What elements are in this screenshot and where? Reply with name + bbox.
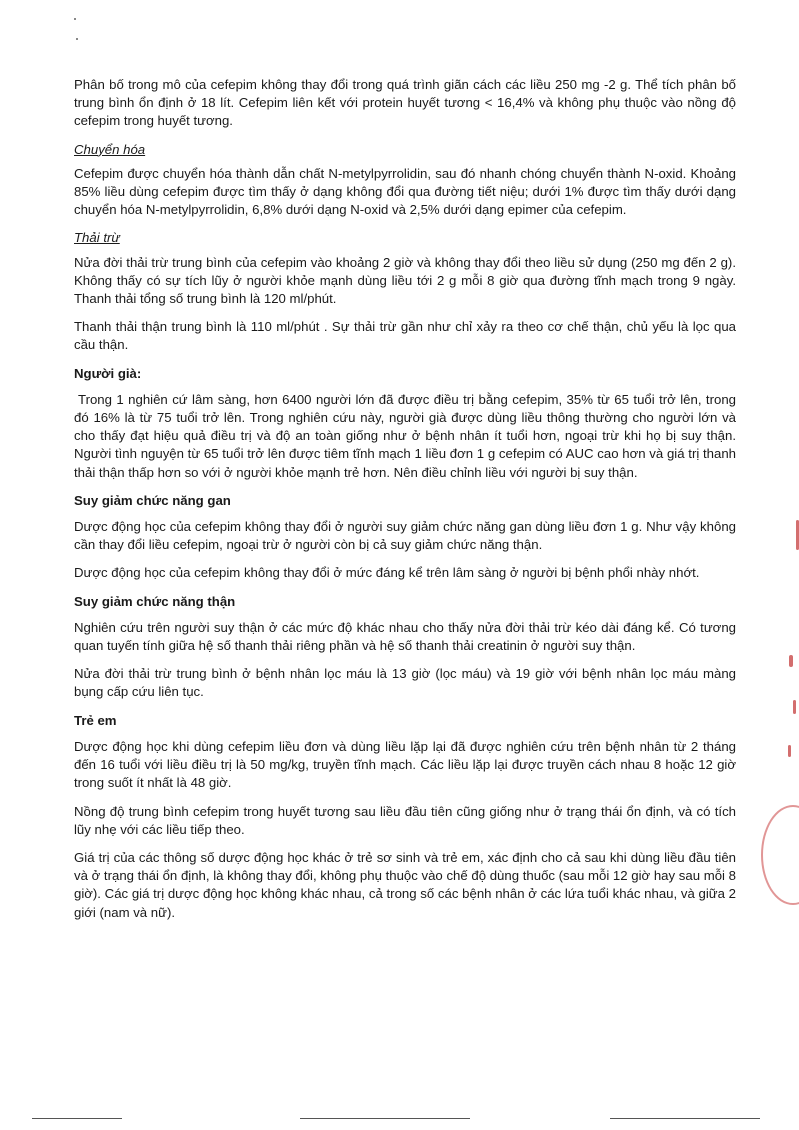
- paragraph-hepatic-1: Dược động học của cefepim không thay đổi ở người suy giảm chức năng gan dùng liều đơn 1 g. Như vậy không cần thay đổi liều cefepim, ngoại trừ ở người còn bị cả suy giảm chức năng thận.: [74, 519, 736, 553]
- stamp-edge-mark: [788, 745, 791, 757]
- stamp-edge-mark: [793, 700, 796, 714]
- heading-hepatic-impairment: Suy giảm chức năng gan: [74, 492, 231, 508]
- paragraph-children-1: Dược động học khi dùng cefepim liều đơn và dùng liều lặp lại đã được nghiên cứu trên bệnh nhân từ 2 tháng đến 16 tuổi với liều điều trị là 50 mg/kg, truyền tĩnh mạch. Các liều lặp lại được truyền cách nhau 8 hoặc 12 giờ trong suốt ít nhất là 48 giờ.: [74, 738, 736, 791]
- subheading-elimination: Thải trừ: [74, 230, 120, 246]
- heading-elderly: Người già:: [74, 365, 142, 381]
- heading-renal-impairment: Suy giảm chức năng thận: [74, 593, 236, 609]
- footer-line: [32, 1118, 122, 1119]
- heading-children: Trẻ em: [74, 712, 117, 728]
- scan-speck: [76, 38, 78, 40]
- subheading-metabolism: Chuyển hóa: [74, 141, 146, 157]
- stamp-edge-mark: [789, 655, 793, 667]
- paragraph-renal-clearance: Thanh thải thận trung bình là 110 ml/phút . Sự thải trừ gần như chỉ xảy ra theo cơ chế thận, chủ yếu là lọc qua cầu thận.: [74, 319, 736, 353]
- paragraph-elderly: Trong 1 nghiên cứ lâm sàng, hơn 6400 người lớn đã được điều trị bằng cefepim, 35% từ 65 tuổi trở lên, trong đó 16% là từ 75 tuổi trở lên. Trong nghiên cứu này, người già được dùng liều thông thường cho người lớn và cho thấy đạt hiệu quả điều trị và độ an toàn giống như ở bệnh nhân ít tuổi hơn, ngoại trừ khi họ bị suy thận. Người tình nguyện từ 65 tuổi trở lên được tiêm tĩnh mạch 1 liều đơn 1 g cefepim có AUC cao hơn và giá trị thanh thải thận thấp hơn so với ở người khỏe mạnh trẻ hơn. Nên điều chỉnh liều với người bị suy thận.: [74, 391, 736, 480]
- document-body: [74, 76, 736, 932]
- paragraph-hepatic-2: Dược động học của cefepim không thay đổi ở mức đáng kể trên lâm sàng ở người bị bệnh phổi nhày nhớt.: [74, 565, 700, 581]
- official-seal-fragment: [761, 805, 799, 905]
- paragraph-distribution: Phân bố trong mô của cefepim không thay đổi trong quá trình giãn cách các liều 250 mg -2 g. Thể tích phân bố trung bình ổn định ở 18 lít. Cefepim liên kết với protein huyết tương < 16,4% và không phụ thuộc vào nồng độ cefepim trong huyết tương.: [74, 77, 736, 129]
- paragraph-renal-2: Nửa đời thải trừ trung bình ở bệnh nhân lọc máu là 13 giờ (lọc máu) và 19 giờ với bệnh nhân lọc máu màng bụng cấp cứu liên tục.: [74, 666, 736, 700]
- paragraph-renal-1: Nghiên cứu trên người suy thận ở các mức độ khác nhau cho thấy nửa đời thải trừ kéo dài đáng kể. Có tương quan tuyến tính giữa hệ số thanh thải riêng phần và hệ số thanh thải creatinin ở người suy thận.: [74, 619, 736, 654]
- footer-line: [610, 1118, 760, 1119]
- scan-speck: [74, 18, 76, 20]
- paragraph-metabolism: Cefepim được chuyển hóa thành dẫn chất N-metylpyrrolidin, sau đó nhanh chóng chuyển thành N-oxid. Khoảng 85% liều dùng cefepim được tìm thấy ở dạng không đổi qua đường tiết niệu; dưới 1% được tìm thấy dưới dạng chuyển hóa N-metylpyrrolidin, 6,8% dưới dạng N-oxid và 2,5% dưới dạng epimer của cefepim.: [74, 165, 736, 218]
- paragraph-children-2: Nồng độ trung bình cefepim trong huyết tương sau liều đầu tiên cũng giống như ở trạng thái ổn định, và có tích lũy nhẹ với các liều tiếp theo.: [74, 803, 736, 837]
- paragraph-elimination-half-life: Nửa đời thải trừ trung bình của cefepim vào khoảng 2 giờ và không thay đổi theo liều sử dụng (250 mg đến 2 g). Không thấy có sự tích lũy ở người khỏe mạnh dùng liều tới 2 g mỗi 8 giờ qua đường tĩnh mạch trong 9 ngày. Thanh thải tổng số trung bình là 120 ml/phút.: [74, 254, 736, 307]
- paragraph-children-3: Giá trị của các thông số dược động học khác ở trẻ sơ sinh và trẻ em, xác định cho cả sau khi dùng liều đầu tiên và ở trạng thái ổn định, là không thay đổi, không phụ thuộc vào chế độ dùng thuốc (sau mỗi 12 giờ hay sau mỗi 8 giờ). Các giá trị dược động học không khác nhau, cả trong số các bệnh nhân ở các lứa tuổi khác nhau, và giữa 2 giới (nam và nữ).: [74, 849, 736, 920]
- footer-line: [300, 1118, 470, 1119]
